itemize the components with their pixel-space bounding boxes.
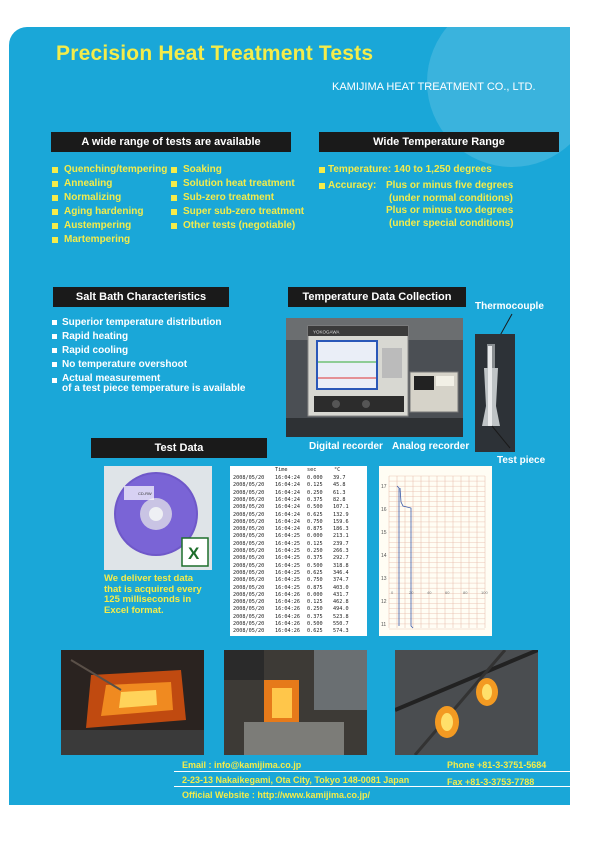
table-cell: 2008/05/20 bbox=[233, 577, 265, 584]
table-cell: 16:04:24 bbox=[275, 504, 300, 511]
analog-recorder-label: Analog recorder bbox=[392, 441, 470, 452]
table-cell: 0.250 bbox=[307, 548, 323, 554]
chart-tick-label: 14 bbox=[381, 553, 387, 559]
test-piece-label: Test piece bbox=[497, 455, 546, 466]
cd-illustration bbox=[104, 466, 212, 570]
table-cell: 16:04:26 bbox=[275, 621, 300, 627]
top-strip bbox=[44, 0, 574, 30]
description-line: We deliver test data bbox=[104, 573, 194, 584]
company-name: KAMIJIMA HEAT TREATMENT CO., LTD. bbox=[332, 81, 536, 93]
table-cell: 16:04:25 bbox=[275, 569, 300, 576]
chart-tick-label: 60 bbox=[445, 590, 450, 595]
table-cell: 292.7 bbox=[333, 555, 349, 562]
table-header-cell: °C bbox=[334, 467, 341, 473]
table-cell: 82.8 bbox=[333, 496, 346, 503]
table-cell: 2008/05/20 bbox=[233, 628, 265, 635]
table-cell: 61.3 bbox=[333, 489, 346, 496]
table-cell: 16:04:24 bbox=[275, 489, 300, 496]
table-cell: 16:04:26 bbox=[275, 599, 300, 606]
table-cell: 16:04:24 bbox=[275, 496, 300, 503]
table-cell: 431.7 bbox=[333, 591, 349, 598]
digital-recorder-label: Digital recorder bbox=[309, 441, 383, 452]
table-cell: 16:04:24 bbox=[275, 526, 300, 533]
table-cell: 0.750 bbox=[307, 577, 323, 584]
table-cell: 159.6 bbox=[333, 518, 349, 525]
chart-tick-label: 80 bbox=[463, 590, 468, 595]
table-cell: 0.000 bbox=[307, 591, 323, 598]
excel-icon: X bbox=[188, 544, 200, 563]
table-cell: 523.8 bbox=[333, 613, 349, 620]
footer-phone: Phone +81-3-3751-5684 bbox=[447, 760, 547, 770]
table-cell: 2008/05/20 bbox=[233, 533, 265, 540]
cd-photo bbox=[104, 466, 212, 570]
chart-tick-label: 12 bbox=[381, 599, 387, 605]
salt-bath-item: No temperature overshoot bbox=[52, 358, 245, 372]
table-cell: 16:04:24 bbox=[275, 518, 300, 525]
table-cell: 2008/05/20 bbox=[233, 489, 265, 496]
table-cell: 574.3 bbox=[333, 628, 349, 635]
table-cell: 16:04:26 bbox=[275, 613, 300, 620]
chart-tick-label: 0 bbox=[391, 590, 394, 595]
chart-tick-label: 11 bbox=[381, 622, 387, 628]
table-cell: 16:04:25 bbox=[275, 584, 300, 591]
table-header-cell: Time bbox=[275, 467, 288, 473]
table-cell: 2008/05/20 bbox=[233, 591, 265, 598]
table-cell: 0.875 bbox=[307, 584, 323, 591]
table-cell: 2008/05/20 bbox=[233, 569, 265, 576]
tests-heading: A wide range of tests are available bbox=[51, 132, 291, 152]
test-item: Austempering bbox=[52, 219, 167, 233]
test-data-heading: Test Data bbox=[91, 438, 267, 458]
salt-bath-item-cont: of a test piece temperature is available bbox=[62, 383, 246, 394]
chart-tick-label: 100 bbox=[481, 590, 488, 595]
table-cell: 266.3 bbox=[333, 548, 349, 554]
test-data-description bbox=[104, 574, 202, 616]
table-cell: 403.0 bbox=[333, 584, 349, 591]
table-row bbox=[230, 628, 367, 636]
test-item: Solution heat treatment bbox=[171, 177, 304, 191]
table-cell: 2008/05/20 bbox=[233, 606, 265, 613]
thermocouple-label: Thermocouple bbox=[475, 301, 544, 312]
table-cell: 16:04:25 bbox=[275, 533, 300, 540]
table-cell: 16:04:24 bbox=[275, 475, 300, 481]
table-cell: 16:04:24 bbox=[275, 511, 300, 518]
table-cell: 0.250 bbox=[307, 489, 323, 496]
table-cell: 374.7 bbox=[333, 577, 349, 584]
accuracy-line: (under normal conditions) bbox=[389, 192, 513, 204]
table-cell: 2008/05/20 bbox=[233, 613, 265, 620]
table-cell: 2008/05/20 bbox=[233, 562, 265, 569]
table-cell: 16:04:25 bbox=[275, 562, 300, 569]
tests-list-col1 bbox=[52, 163, 167, 247]
description-line: Excel format. bbox=[104, 604, 164, 616]
salt-bath-photo bbox=[224, 650, 367, 755]
test-item: Super sub-zero treatment bbox=[171, 205, 304, 219]
table-cell: 16:04:25 bbox=[275, 540, 300, 547]
table-cell: 2008/05/20 bbox=[233, 504, 265, 511]
heated-pieces-photo bbox=[395, 650, 538, 755]
table-cell: 0.375 bbox=[307, 613, 323, 620]
recorder-illustration bbox=[286, 318, 463, 437]
table-cell: 0.375 bbox=[307, 555, 323, 562]
footer-divider-top bbox=[174, 771, 570, 772]
accuracy-line: (under special conditions) bbox=[389, 217, 514, 229]
chart-tick-label: 13 bbox=[381, 576, 387, 582]
table-cell: 346.4 bbox=[333, 569, 349, 576]
test-item: Martempering bbox=[52, 233, 167, 247]
analog-chart-paper bbox=[379, 466, 492, 636]
footer-address: 2-23-13 Nakaikegami, Ota City, Tokyo 148-0081 Japan bbox=[182, 775, 410, 785]
table-cell: 16:04:26 bbox=[275, 606, 300, 613]
chart-tick-label: 15 bbox=[381, 530, 387, 536]
table-cell: 16:04:25 bbox=[275, 555, 300, 562]
table-cell: 2008/05/20 bbox=[233, 584, 265, 591]
table-cell: 45.8 bbox=[333, 482, 346, 489]
page-title: Precision Heat Treatment Tests bbox=[56, 42, 374, 65]
table-cell: 2008/05/20 bbox=[233, 511, 265, 518]
footer-email[interactable]: Email : info@kamijima.co.jp bbox=[182, 760, 302, 770]
table-cell: 0.500 bbox=[307, 504, 323, 511]
table-cell: 2008/05/20 bbox=[233, 482, 265, 489]
test-item: Quenching/tempering bbox=[52, 163, 167, 177]
table-cell: 462.8 bbox=[333, 599, 349, 606]
table-cell: 2008/05/20 bbox=[233, 599, 265, 606]
salt-bath-item: Rapid heating bbox=[52, 330, 245, 344]
table-cell: 494.0 bbox=[333, 606, 349, 613]
table-cell: 186.3 bbox=[333, 526, 349, 533]
accuracy-label: Accuracy: bbox=[319, 179, 492, 193]
table-cell: 2008/05/20 bbox=[233, 496, 265, 503]
salt-bath-item: Actual measurement bbox=[52, 374, 245, 384]
table-cell: 2008/05/20 bbox=[233, 555, 265, 562]
table-cell: 318.8 bbox=[333, 562, 349, 569]
table-cell: 213.1 bbox=[333, 533, 349, 540]
description-line: 125 milliseconds in bbox=[104, 594, 192, 605]
salt-bath-list bbox=[52, 316, 245, 394]
table-cell: 0.125 bbox=[307, 482, 323, 489]
table-cell: 0.500 bbox=[307, 621, 323, 627]
table-cell: 0.625 bbox=[307, 511, 323, 518]
table-cell: 0.750 bbox=[307, 518, 323, 525]
table-cell: 2008/05/20 bbox=[233, 548, 265, 554]
accuracy-values bbox=[386, 180, 513, 230]
chart-tick-label: 40 bbox=[427, 590, 432, 595]
test-item: Soaking bbox=[171, 163, 304, 177]
recorder-photo bbox=[286, 318, 463, 437]
table-cell: 0.625 bbox=[307, 628, 323, 635]
thermocouple-photo bbox=[470, 306, 545, 466]
collection-heading: Temperature Data Collection bbox=[288, 287, 466, 307]
test-item: Aging hardening bbox=[52, 205, 167, 219]
temperature-heading: Wide Temperature Range bbox=[319, 132, 559, 152]
description-line: that is acquired every bbox=[104, 583, 202, 595]
table-cell: 0.625 bbox=[307, 569, 323, 576]
cd-label: CD-RW bbox=[138, 491, 152, 496]
table-cell: 132.9 bbox=[333, 511, 349, 518]
table-header bbox=[230, 467, 367, 475]
table-header-cell: sec bbox=[307, 467, 317, 473]
table-cell: 16:04:26 bbox=[275, 628, 300, 635]
salt-bath-heading: Salt Bath Characteristics bbox=[53, 287, 229, 307]
table-cell: 0.125 bbox=[307, 540, 323, 547]
table-cell: 239.7 bbox=[333, 540, 349, 547]
table-cell: 550.7 bbox=[333, 621, 349, 627]
table-cell: 0.375 bbox=[307, 496, 323, 503]
table-cell: 0.250 bbox=[307, 606, 323, 613]
salt-bath-item: Rapid cooling bbox=[52, 344, 245, 358]
furnace-photo bbox=[61, 650, 204, 755]
chart-tick-label: 16 bbox=[381, 507, 387, 513]
table-cell: 2008/05/20 bbox=[233, 475, 265, 481]
test-item: Sub-zero treatment bbox=[171, 191, 304, 205]
table-cell: 2008/05/20 bbox=[233, 526, 265, 533]
table-cell: 2008/05/20 bbox=[233, 518, 265, 525]
analog-chart-svg bbox=[379, 466, 492, 636]
recorder-brand: YOKOGAWA bbox=[313, 329, 340, 335]
test-item: Other tests (negotiable) bbox=[171, 219, 304, 233]
table-cell: 2008/05/20 bbox=[233, 540, 265, 547]
data-table bbox=[230, 466, 367, 636]
table-cell: 16:04:25 bbox=[275, 548, 300, 554]
footer-website[interactable]: Official Website : http://www.kamijima.co.jp/ bbox=[182, 790, 371, 800]
accuracy-line: Plus or minus five degrees bbox=[386, 180, 514, 191]
table-cell: 16:04:26 bbox=[275, 591, 300, 598]
tests-list-col2 bbox=[171, 163, 304, 233]
salt-bath-item: Superior temperature distribution bbox=[52, 316, 245, 330]
table-cell: 16:04:25 bbox=[275, 577, 300, 584]
footer-fax: Fax +81-3-3753-7788 bbox=[447, 777, 535, 787]
table-cell: 0.500 bbox=[307, 562, 323, 569]
temperature-range: Temperature: 140 to 1,250 degrees bbox=[319, 163, 492, 177]
chart-tick-label: 17 bbox=[381, 484, 387, 490]
table-cell: 2008/05/20 bbox=[233, 621, 265, 627]
table-cell: 0.000 bbox=[307, 533, 323, 540]
table-cell: 0.125 bbox=[307, 599, 323, 606]
table-cell: 0.875 bbox=[307, 526, 323, 533]
table-cell: 0.000 bbox=[307, 475, 323, 481]
test-item: Normalizing bbox=[52, 191, 167, 205]
accuracy-line: Plus or minus two degrees bbox=[386, 205, 514, 216]
table-cell: 107.1 bbox=[333, 504, 349, 511]
table-cell: 39.7 bbox=[333, 475, 346, 481]
test-item: Annealing bbox=[52, 177, 167, 191]
chart-tick-label: 20 bbox=[409, 590, 414, 595]
table-cell: 16:04:24 bbox=[275, 482, 300, 489]
